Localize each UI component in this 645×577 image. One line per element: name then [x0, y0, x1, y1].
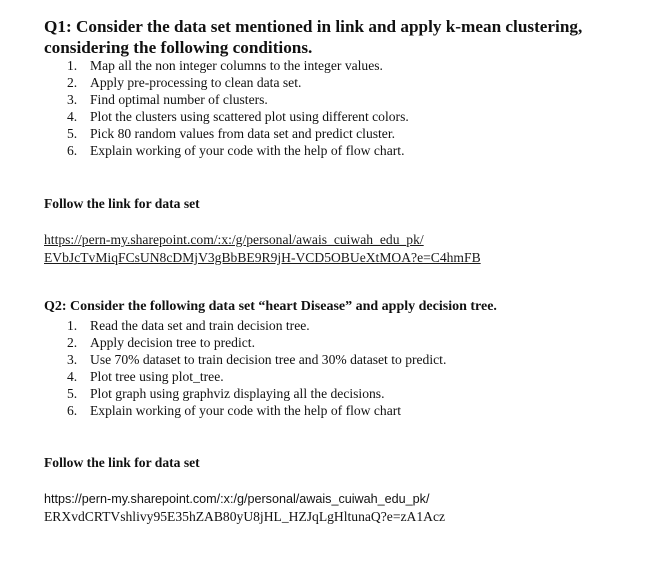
list-item — [67, 334, 446, 351]
list-item-number: 4. — [67, 369, 78, 384]
q2-heading: Q2: Consider the following data set “heart Disease” and apply decision tree. — [44, 299, 497, 314]
list-item-number: 2. — [67, 75, 78, 90]
list-item — [67, 317, 446, 334]
list-item-text: Plot the clusters using scattered plot using different colors. — [90, 109, 409, 124]
list-item-number: 5. — [67, 386, 78, 401]
list-item-number: 5. — [67, 126, 78, 141]
list-item-text: Plot tree using plot_tree. — [90, 369, 224, 384]
q2-dataset-link — [44, 490, 445, 526]
list-item-number: 6. — [67, 403, 78, 418]
list-item-text: Find optimal number of clusters. — [90, 92, 268, 107]
q1-dataset-link-line2[interactable]: EVbJcTvMiqFCsUN8cDMjV3gBbBE9R9jH-VCD5OBUeXtMOA?e=C4hmFB — [44, 250, 481, 265]
q1-heading — [44, 16, 634, 58]
list-item — [67, 142, 409, 159]
q1-heading-line1: Q1: Consider the data set mentioned in link and apply k-mean clustering, — [44, 17, 583, 36]
list-item-number: 3. — [67, 352, 78, 367]
list-item — [67, 108, 409, 125]
q1-dataset-link[interactable] — [44, 231, 481, 267]
list-item-number: 3. — [67, 92, 78, 107]
q2-steps-list — [67, 317, 446, 419]
list-item-number: 1. — [67, 58, 78, 73]
list-item-text: Map all the non integer columns to the integer values. — [90, 58, 383, 73]
q1-heading-line2: considering the following conditions. — [44, 38, 313, 57]
q1-conditions-list — [67, 57, 409, 159]
list-item-text: Apply decision tree to predict. — [90, 335, 255, 350]
list-item-text: Plot graph using graphviz displaying all the decisions. — [90, 386, 385, 401]
list-item — [67, 351, 446, 368]
list-item-number: 2. — [67, 335, 78, 350]
list-item-number: 6. — [67, 143, 78, 158]
q1-follow-link-label: Follow the link for data set — [44, 196, 200, 211]
list-item-text: Pick 80 random values from data set and predict cluster. — [90, 126, 396, 141]
list-item — [67, 91, 409, 108]
list-item — [67, 385, 446, 402]
list-item — [67, 402, 446, 419]
list-item-text: Read the data set and train decision tree. — [90, 318, 310, 333]
list-item-text: Apply pre-processing to clean data set. — [90, 75, 302, 90]
list-item-number: 4. — [67, 109, 78, 124]
q2-dataset-link-line2: ERXvdCRTVshlivy95E35hZAB80yU8jHL_HZJqLgHltunaQ?e=zA1Acz — [44, 509, 446, 524]
list-item — [67, 125, 409, 142]
list-item-text: Explain working of your code with the help of flow chart. — [90, 143, 405, 158]
list-item-number: 1. — [67, 318, 78, 333]
q2-dataset-link-line1: https://pern-my.sharepoint.com/:x:/g/personal/awais_cuiwah_edu_pk/ — [44, 492, 430, 506]
list-item-text: Explain working of your code with the help of flow chart — [90, 403, 402, 418]
list-item — [67, 57, 409, 74]
q2-follow-link-label: Follow the link for data set — [44, 455, 200, 470]
list-item-text: Use 70% dataset to train decision tree and 30% dataset to predict. — [90, 352, 447, 367]
q1-dataset-link-line1[interactable]: https://pern-my.sharepoint.com/:x:/g/personal/awais_cuiwah_edu_pk/ — [44, 232, 424, 247]
list-item — [67, 74, 409, 91]
list-item — [67, 368, 446, 385]
